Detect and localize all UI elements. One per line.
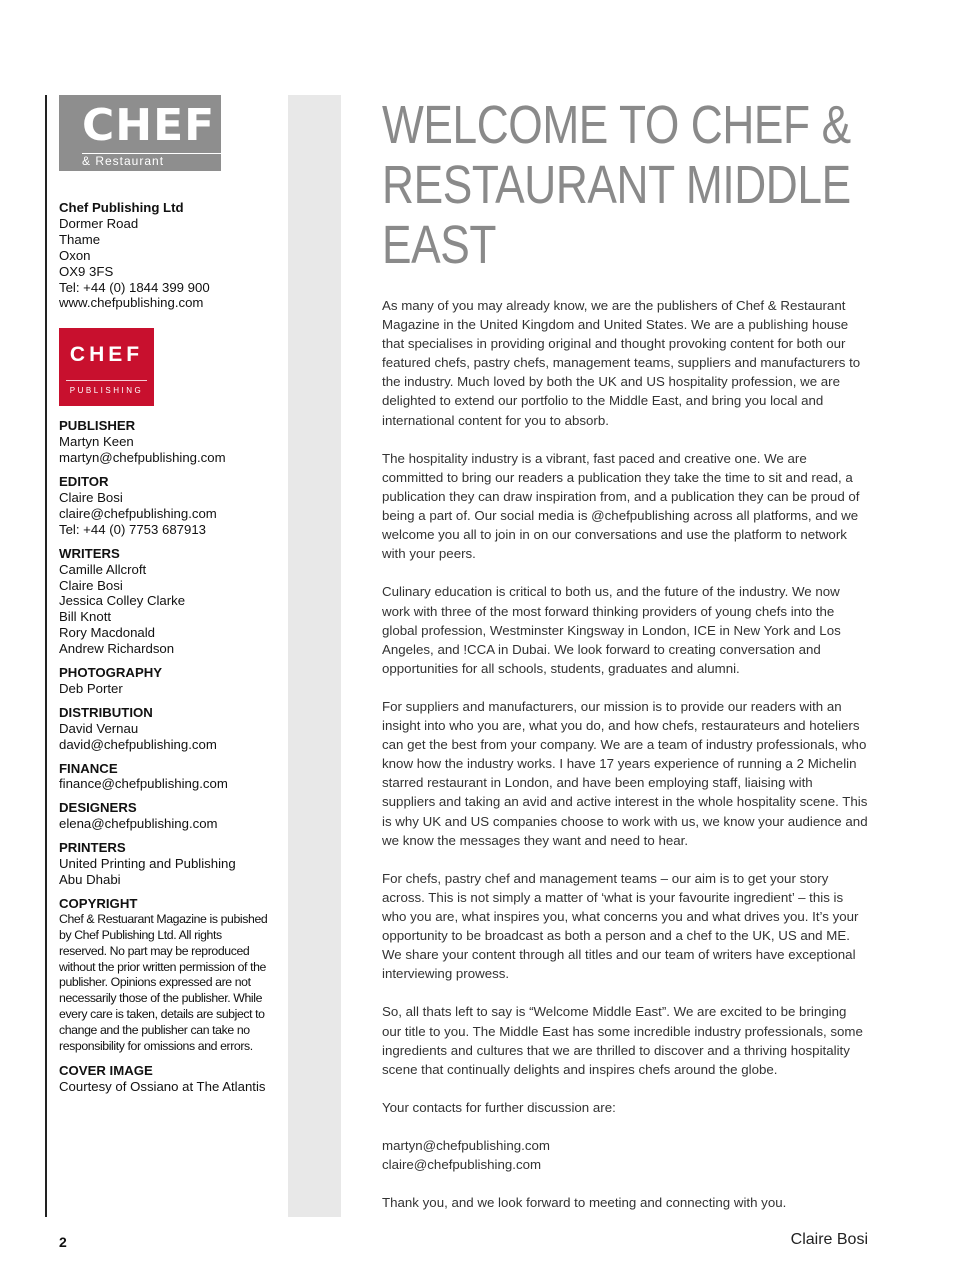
article-paragraph: Culinary education is critical to both us, and the future of the industry. We now work with three of the most forward thinking providers of young chefs into the global profession, Westminster Kingsway in London, ICE in New York and Los Angeles, and !CCA in Dubai. We look forward to creating conversation and opportunities for all schools, students, graduates and alumni. bbox=[382, 584, 841, 676]
logo-brand: CHEF bbox=[82, 100, 216, 151]
article-body bbox=[382, 296, 868, 1213]
grey-column bbox=[288, 95, 341, 1217]
credit-section-finance bbox=[59, 761, 284, 793]
pub-logo-brand: CHEF bbox=[69, 343, 144, 367]
staff-credits bbox=[59, 418, 284, 888]
address-line: Dormer Road bbox=[59, 215, 139, 231]
credit-section-photography bbox=[59, 665, 284, 697]
credit-line: Claire Bosi bbox=[59, 577, 123, 593]
credit-section-editor bbox=[59, 474, 284, 538]
credit-section-distribution bbox=[59, 705, 284, 753]
credit-line: Rory Macdonald bbox=[59, 625, 156, 641]
credit-email[interactable]: david@chefpublishing.com bbox=[59, 736, 217, 752]
credit-line: Martyn Keen bbox=[59, 434, 134, 450]
article-paragraph: Your contacts for further discussion are: bbox=[382, 1099, 616, 1115]
credit-line: Andrew Richardson bbox=[59, 641, 175, 657]
article-paragraph: The hospitality industry is a vibrant, fast paced and creative one. We are committed to bring our readers a publication they take the time to sit and read, a publication they can draw inspiration from, and a publication they can be proud of being a part of. Our social media is @chefpublishing across all platforms, and we welcome you all to join in on our conversations and use the platform to network with your peers. bbox=[382, 450, 860, 562]
address-line: Oxon bbox=[59, 247, 91, 263]
publisher-address bbox=[59, 200, 284, 311]
article-title: WELCOME TO CHEF & RESTAURANT MIDDLE EAST bbox=[382, 95, 851, 275]
credit-heading: PRINTERS bbox=[59, 840, 126, 856]
cover-image-credit: Courtesy of Ossiano at The Atlantis bbox=[59, 1078, 266, 1094]
credit-line: Bill Knott bbox=[59, 609, 112, 625]
address-line: Tel: +44 (0) 1844 399 900 bbox=[59, 279, 210, 295]
credit-section-printers bbox=[59, 840, 284, 888]
credit-heading: EDITOR bbox=[59, 474, 109, 490]
article-paragraph: So, all thats left to say is “Welcome Middle East”. We are excited to be bringing our title to you. The Middle East has some incredible industry professionals, some ingredients and cultures that we are thrilled to discover and a thriving hospitality scene that continually delights and inspires chefs around the globe. bbox=[382, 1004, 863, 1077]
credit-heading: DESIGNERS bbox=[59, 800, 137, 816]
credit-line: United Printing and Publishing bbox=[59, 856, 236, 872]
credit-section-designers bbox=[59, 800, 284, 832]
chef-restaurant-logo bbox=[59, 95, 221, 171]
credit-heading: PUBLISHER bbox=[59, 418, 136, 434]
credit-email[interactable]: finance@chefpublishing.com bbox=[59, 776, 228, 792]
credit-email[interactable]: claire@chefpublishing.com bbox=[59, 505, 217, 521]
cover-image-heading: COVER IMAGE bbox=[59, 1062, 153, 1078]
cover-image-section bbox=[59, 1063, 284, 1095]
closing-line: Thank you, and we look forward to meeting and connecting with you. bbox=[382, 1195, 787, 1211]
article-paragraph: For chefs, pastry chef and management teams – our aim is to get your story across. This is not simply a matter of ‘what is your favourite ingredient’ – this is who you are, what inspires you, what concerns you and what drives you. It’s your opportunity to be broadcast as both a person and a chef to the UK, US and ME. We share your content through all titles and our team of writers have exceptional interviewing prowess. bbox=[382, 870, 859, 982]
address-line: OX9 3FS bbox=[59, 263, 114, 279]
address-line: Thame bbox=[59, 231, 101, 247]
copyright-text: Chef & Restuarant Magazine is pubished by Chef Publishing Ltd. All rights reserved. No part may be reproduced without the prior written permission of the publisher. Opinions expressed are not necessarily those of the publisher. While every care is taken, details are subject to change and the publisher can take no responsibility for omissions and errors. bbox=[59, 911, 268, 1054]
credit-line: Tel: +44 (0) 7753 687913 bbox=[59, 521, 207, 537]
address-line[interactable]: www.chefpublishing.com bbox=[59, 295, 204, 311]
contact-list bbox=[382, 1136, 868, 1174]
signature: Claire Bosi bbox=[790, 1230, 868, 1248]
credit-section-publisher bbox=[59, 418, 284, 466]
credit-line: Camille Allcroft bbox=[59, 561, 147, 577]
contact-email[interactable]: martyn@chefpublishing.com bbox=[382, 1138, 550, 1154]
credit-heading: DISTRIBUTION bbox=[59, 704, 153, 720]
credit-line: Claire Bosi bbox=[59, 489, 123, 505]
credit-heading: PHOTOGRAPHY bbox=[59, 665, 163, 681]
credit-line: Jessica Colley Clarke bbox=[59, 593, 186, 609]
credit-email[interactable]: elena@chefpublishing.com bbox=[59, 816, 218, 832]
credit-line: Abu Dhabi bbox=[59, 872, 121, 887]
credit-line: David Vernau bbox=[59, 720, 139, 736]
article-paragraph: For suppliers and manufacturers, our mission is to provide our readers with an insight into who you are, what you do, and how chefs, restaurateurs and hoteliers can get the best from your company. We are a team of industry professionals, who know how the industry works. I have 17 years experience of running a 2 Michelin starred restaurant in London, and have been employing staff, liaising with suppliers and taking an avid and active interest in the whole hospitality scene. This is why UK and US companies choose to work with us, we know your audience and we know the messages they want and need to hear. bbox=[382, 698, 868, 848]
address-lines bbox=[59, 216, 284, 311]
article bbox=[382, 95, 868, 1249]
company-name: Chef Publishing Ltd bbox=[59, 200, 184, 215]
credit-email[interactable]: martyn@chefpublishing.com bbox=[59, 450, 226, 466]
credit-section-writers bbox=[59, 546, 284, 657]
pub-logo-subbrand: PUBLISHING bbox=[69, 386, 144, 396]
copyright-section bbox=[59, 896, 284, 1055]
chef-publishing-logo bbox=[59, 328, 154, 406]
page-number: 2 bbox=[59, 1234, 67, 1250]
credit-line: Deb Porter bbox=[59, 680, 123, 696]
masthead-sidebar bbox=[59, 95, 284, 1103]
pub-logo-divider bbox=[66, 380, 147, 381]
credit-heading: FINANCE bbox=[59, 760, 118, 776]
article-paragraph: As many of you may already know, we are the publishers of Chef & Restaurant Magazine in the United Kingdom and United States. We are a publishing house that specialises in providing original and thought provoking content for both our featured chefs, pastry chefs, management teams, suppliers and manufacturers to the industry. Much loved by both the UK and US hospitality profession, we are delighted to extend our portfolio to the Middle East, and bring you local and international content for you to absorb. bbox=[382, 298, 861, 428]
credit-heading: WRITERS bbox=[59, 545, 120, 561]
contact-email[interactable]: claire@chefpublishing.com bbox=[382, 1157, 542, 1173]
left-rule bbox=[45, 95, 47, 1217]
copyright-heading: COPYRIGHT bbox=[59, 895, 138, 911]
logo-subbrand: & Restaurant bbox=[82, 154, 165, 168]
